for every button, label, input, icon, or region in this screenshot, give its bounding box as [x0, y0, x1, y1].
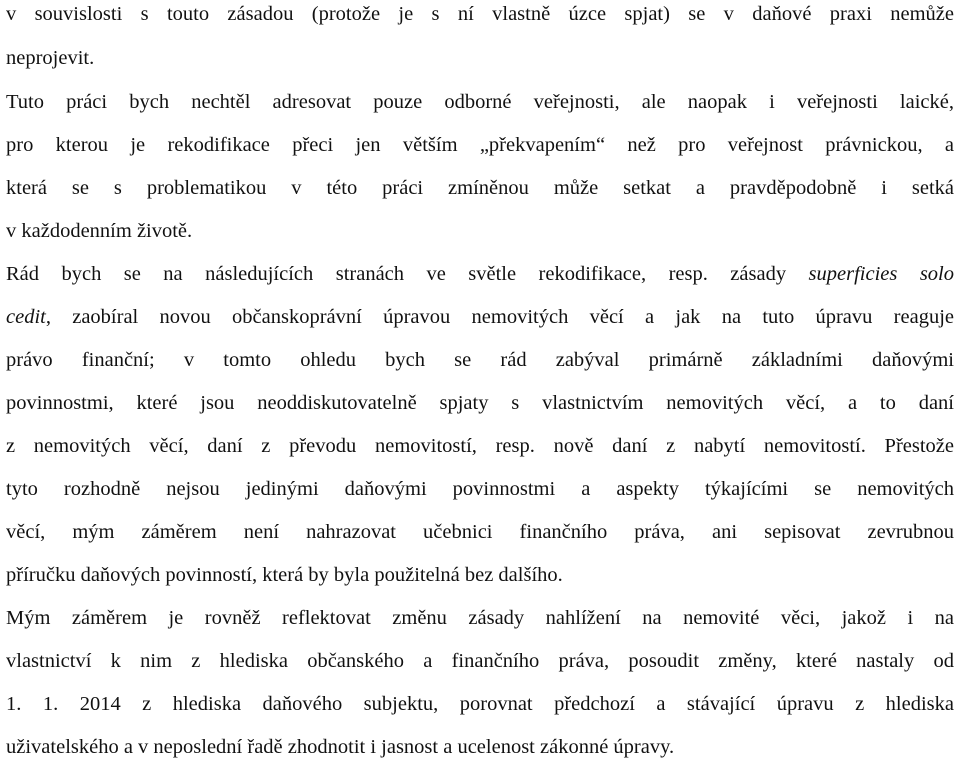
- text-line: povinnostmi, které jsou neoddiskutovatelně spjaty s vlastnictvím nemovitých věcí, a to daní: [6, 392, 954, 414]
- text-line: vlastnictví k nim z hlediska občanského a finančního práva, posoudit změny, které nastaly od: [6, 650, 954, 672]
- text-line: v souvislosti s touto zásadou (protože je s ní vlastně úzce spjat) se v daňové praxi nemůže: [6, 3, 954, 25]
- text-line: z nemovitých věcí, daní z převodu nemovitostí, resp. nově daní z nabytí nemovitostí. Přestože: [6, 435, 954, 457]
- text-line: [6, 302, 954, 332]
- latin-term: cedit: [6, 306, 46, 328]
- text-line: příručku daňových povinností, která by byla použitelná bez dalšího.: [6, 564, 563, 586]
- text-line: Tuto práci bych nechtěl adresovat pouze odborné veřejnosti, ale naopak i veřejnosti laické,: [6, 91, 954, 113]
- text-line: 1. 1. 2014 z hlediska daňového subjektu, porovnat předchozí a stávající úpravu z hlediska: [6, 693, 954, 715]
- text-line: věcí, mým záměrem není nahrazovat učebnici finančního práva, ani sepisovat zevrubnou: [6, 521, 954, 543]
- text-line: která se s problematikou v této práci zmíněnou může setkat a pravděpodobně i setká: [6, 177, 954, 199]
- text-line: neprojevit.: [6, 47, 95, 69]
- text-run: , zaobíral novou občanskoprávní úpravou nemovitých věcí a jak na tuto úpravu reaguje: [45, 306, 954, 328]
- text-line: Mým záměrem je rovněž reflektovat změnu zásady nahlížení na nemovité věci, jakož i na: [6, 607, 954, 629]
- text-line: [6, 259, 954, 289]
- text-line: v každodenním životě.: [6, 220, 193, 242]
- text-line: pro kterou je rekodifikace přeci jen větším „překvapením“ než pro veřejnost právnickou, a: [6, 134, 954, 156]
- text-run: Rád bych se na následujících stranách ve světle rekodifikace, resp. zásady: [6, 263, 787, 285]
- text-line: uživatelského a v neposlední řadě zhodnotit i jasnost a ucelenost zákonné úpravy.: [6, 736, 675, 758]
- latin-term: superficies solo: [808, 263, 954, 285]
- text-line: právo finanční; v tomto ohledu bych se rád zabýval primárně základními daňovými: [6, 349, 954, 371]
- text-line: tyto rozhodně nejsou jedinými daňovými povinnostmi a aspekty týkajícími se nemovitých: [6, 478, 954, 500]
